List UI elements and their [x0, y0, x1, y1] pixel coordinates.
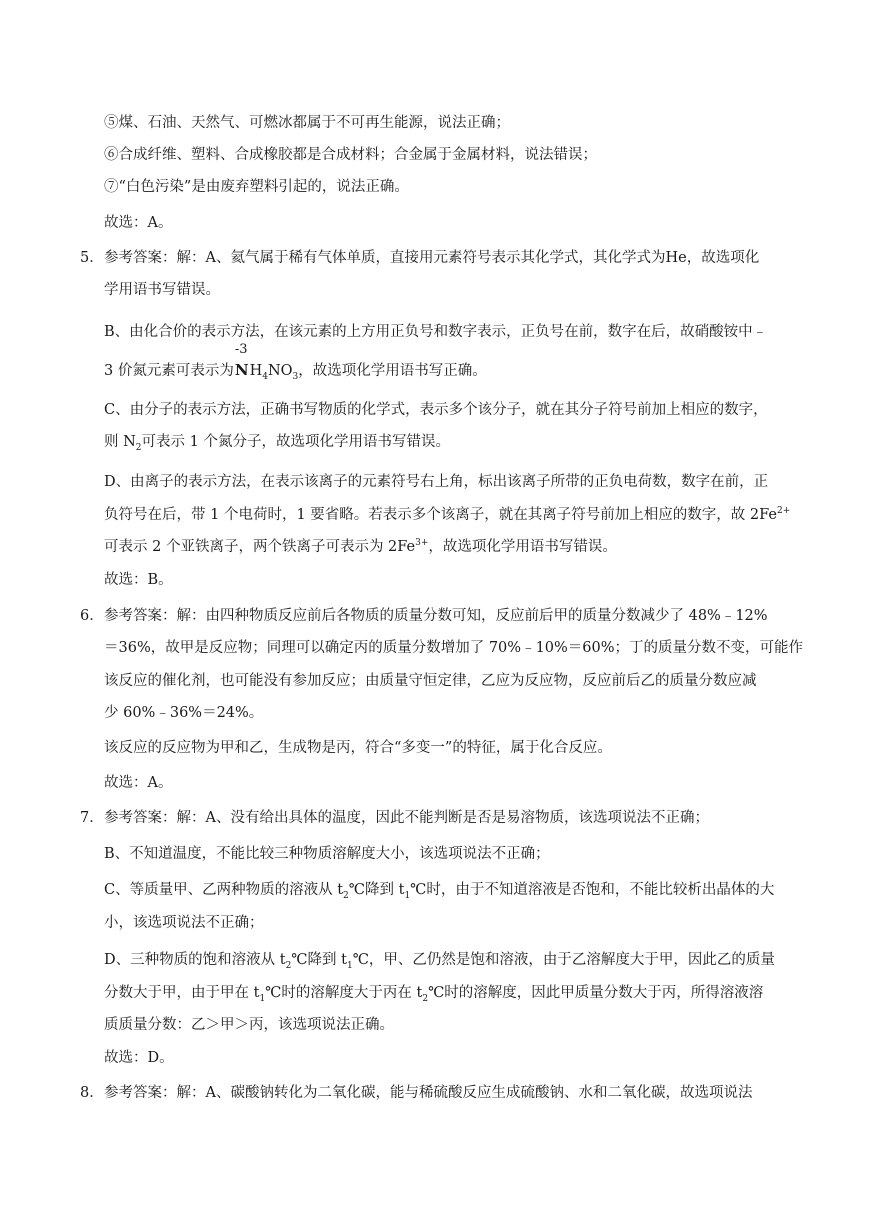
- text-fragment: C、等质量甲、乙两种物质的溶液从 t: [104, 882, 344, 898]
- text-line: 参考答案：解：A、碳酸钠转化为二氧化碳，能与稀硫酸反应生成硫酸钠、水和二氧化碳，故选项说法: [104, 1085, 753, 1101]
- text-line: B、不知道温度，不能比较三种物质溶解度大小，该选项说法不正确；: [104, 846, 550, 862]
- formula-part: H: [249, 363, 263, 379]
- text-line: [0, 983, 869, 1003]
- text-fragment: ℃时的溶解度，因此甲质量分数大于丙，所得溶液溶: [428, 985, 764, 1001]
- text-line: [0, 342, 869, 382]
- subscript: 2: [285, 960, 292, 971]
- superscript: 2+: [776, 506, 791, 517]
- subscript: 2: [343, 890, 349, 901]
- text-line: ⑥合成纤维、塑料、合成橡胶都是合成材料；合金属于金属材料，说法错误；: [104, 147, 597, 163]
- text-fragment: 负符号在后，带 1 个电荷时，1 要省略。若表示多个该离子，就在其离子符号前加上相应的数字，故 2Fe: [104, 507, 777, 523]
- text-fragment: ℃降到 t: [291, 952, 347, 968]
- superscript: 3+: [415, 538, 429, 549]
- text-fragment: 分数大于甲，由于甲在 t: [104, 985, 260, 1001]
- element-symbol: N: [234, 361, 249, 379]
- question-number: 8．: [80, 1085, 104, 1101]
- subscript: 4: [262, 371, 268, 382]
- valence-number: -3: [234, 342, 248, 357]
- text-line: B、由化合价的表示方法，在该元素的上方用正负号和数字表示，正负号在前，数字在后，故硝酸铵中﹣: [104, 324, 768, 340]
- text-fragment: 3 价氮元素可表示为: [104, 363, 234, 379]
- question-number: 5．: [80, 250, 104, 266]
- subscript: 2: [135, 442, 142, 453]
- text-line: 参考答案：解：由四种物质反应前后各物质的质量分数可知，反应前后甲的质量分数减少了 48%﹣12%: [104, 608, 768, 624]
- text-line: [0, 432, 869, 452]
- text-line: 该反应的反应物为甲和乙，生成物是丙，符合“多变一”的特征，属于化合反应。: [104, 740, 612, 756]
- text-line: 参考答案：解：A、没有给出具体的温度，因此不能判断是否是易溶物质，该选项说法不正确；: [104, 810, 709, 826]
- subscript: 1: [346, 960, 353, 971]
- text-line: 小，该选项说法不正确；: [104, 915, 264, 931]
- text-fragment: ℃时，由于不知道溶液是否饱和，不能比较析出晶体的大: [410, 882, 775, 898]
- text-fragment: ℃时的溶解度大于丙在 t: [265, 985, 423, 1001]
- answer-line: 故选：A。: [104, 215, 173, 231]
- subscript: 1: [259, 993, 266, 1004]
- text-fragment: 则 N: [104, 434, 136, 450]
- text-fragment: ，故选项化学用语书写错误。: [428, 539, 617, 555]
- text-fragment: 可表示 1 个氮分子，故选项化学用语书写错误。: [141, 434, 450, 450]
- text-line: 质质量分数：乙＞甲＞丙，该选项说法正确。: [104, 1017, 394, 1033]
- text-line: 该反应的催化剂，也可能没有参加反应；由质量守恒定律，乙应为反应物，反应前后乙的质量分数应减: [104, 673, 757, 689]
- text-fragment: ，故选项化学用语书写正确。: [298, 363, 487, 379]
- text-line: [0, 880, 869, 900]
- question-number: 7．: [80, 810, 104, 826]
- text-line: 少 60%﹣36%＝24%。: [104, 705, 264, 721]
- text-line: 学用语书写错误。: [104, 282, 220, 298]
- valence-formula: [234, 342, 249, 381]
- text-fragment: ℃，甲、乙仍然是饱和溶液，由于乙溶解度大于甲，因此乙的质量: [352, 952, 775, 968]
- text-fragment: 可表示 2 个亚铁离子，两个铁离子可表示为 2Fe: [104, 539, 416, 555]
- text-line: ⑦“白色污染”是由废弃塑料引起的，说法正确。: [104, 179, 409, 195]
- text-line: ＝36%，故甲是反应物；同理可以确定丙的质量分数增加了 70%﹣10%＝60%；丁的质量分数不变，可能作: [104, 640, 804, 656]
- text-line: [0, 537, 869, 557]
- subscript: 1: [404, 890, 411, 901]
- answer-line: 故选：D。: [104, 1050, 174, 1066]
- answer-line: 故选：B。: [104, 572, 173, 588]
- answer-line: 故选：A。: [104, 775, 173, 791]
- subscript: 2: [422, 993, 429, 1004]
- text-line: [0, 505, 869, 525]
- text-fragment: D、三种物质的饱和溶液从 t: [104, 952, 286, 968]
- text-line: D、由离子的表示方法，在表示该离子的元素符号右上角，标出该离子所带的正负电荷数，数字在前，正: [104, 474, 769, 490]
- text-line: [0, 950, 869, 970]
- subscript: 3: [292, 371, 299, 382]
- text-line: C、由分子的表示方法，正确书写物质的化学式，表示多个该分子，就在其分子符号前加上相应的数字，: [104, 402, 768, 418]
- question-number: 6．: [80, 608, 104, 624]
- formula-part: NO: [267, 363, 293, 379]
- text-line: ⑤煤、石油、天然气、可燃冰都属于不可再生能源，说法正确；: [104, 115, 510, 131]
- text-fragment: ℃降到 t: [348, 882, 405, 898]
- text-line: 参考答案：解：A、氦气属于稀有气体单质，直接用元素符号表示其化学式，其化学式为He，故选项化: [104, 250, 760, 266]
